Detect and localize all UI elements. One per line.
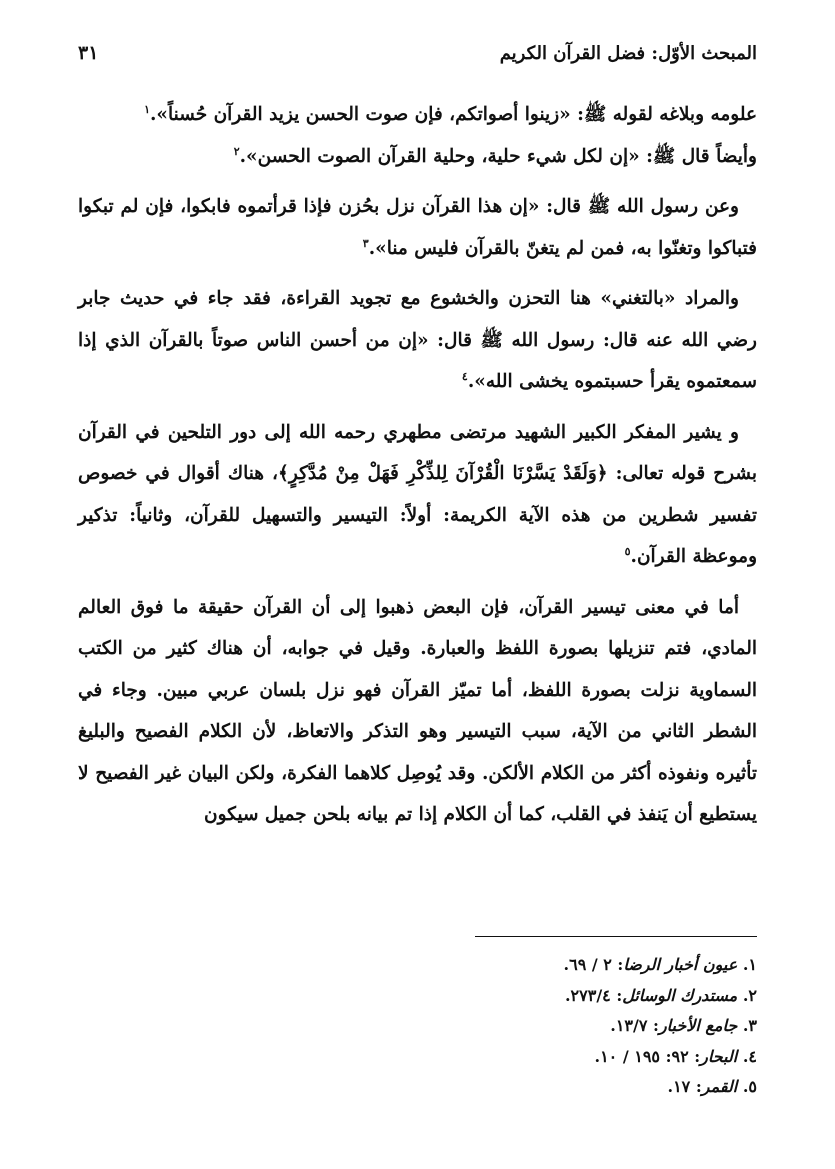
paragraph xyxy=(78,412,757,578)
footnote-number: ٥. xyxy=(742,1077,757,1096)
footnote-number: ٤. xyxy=(742,1046,757,1066)
footnote-source: جامع الأخبار xyxy=(658,1016,738,1035)
footnote-ref: ٤ xyxy=(461,369,468,383)
footnote-item xyxy=(257,1072,757,1103)
footnote-ref: ٣ xyxy=(362,236,369,250)
body-text xyxy=(78,94,757,845)
paragraph-text: وعن رسول الله ﷺ قال: «إن هذا القرآن نزل بحُزن فإذا قرأتموه فابكوا، فإن لم تبكوا فتباكوا وتغنّوا به، فمن لم يتغنّ بالقرآن فليس منا». xyxy=(78,196,757,259)
paragraph xyxy=(78,186,757,269)
paragraph-text: أما في معنى تيسير القرآن، فإن البعض ذهبوا إلى أن القرآن حقيقة ما فوق العالم المادي، فتم تنزيلها بصورة اللفظ والعبارة. وقيل في جوابه، أن هناك كثير من الكتب السماوية نزلت بصورة اللفظ، أما تميّز القرآن فهو نزل بلسان عربي مبين. وجاء في الشطر الثاني من الآية، سبب التيسير وهو التذكر والاتعاظ، لأن الكلام الفصيح والبليغ تأثيره ونفوذه أكثر من الكلام الألكن. وقد يُوصِل كلاهما الفكرة، ولكن البيان غير الفصيح لا يستطيع أن يَنفذ في القلب، كما أن الكلام إذا تم بيانه بلحن جميل سيكون xyxy=(78,596,757,825)
paragraph xyxy=(78,278,757,403)
footnote-source: البحار xyxy=(700,1046,738,1066)
footnote-source: مستدرك الوسائل xyxy=(622,985,738,1005)
footnote-number: ٢. xyxy=(742,985,757,1005)
footnote-item xyxy=(257,1011,757,1042)
paragraph-text: و يشير المفكر الكبير الشهيد مرتضى مطهري رحمه الله إلى دور التلحين في القرآن بشرح قوله تعالى: ﴿وَلَقَدْ يَسَّرْنَا الْقُرْآنَ لِلذِّكْرِ فَهَلْ مِنْ مُدَّكِرٍ﴾، هناك أقوال في خصوص تفسير شطرين من هذه الآية الكريمة: أولاً: التيسير والتسهيل للقرآن، وثانياً: تذكير وموعظة القرآن. xyxy=(78,421,757,567)
footnote-ref: ٥ xyxy=(624,544,631,558)
footnote-item xyxy=(257,981,757,1012)
footnote-ref-text: : ١٧. xyxy=(667,1077,702,1096)
footnote-ref-text: : ٩٢: ١٩٥ / ١٠. xyxy=(594,1046,701,1066)
footnote-ref-text: : ٢٧٣/٤. xyxy=(564,985,623,1005)
footnote-ref-text: : ١٣/٧. xyxy=(610,1016,659,1035)
footnote-source: عيون أخبار الرضا xyxy=(623,955,738,974)
footnote-ref: ١ xyxy=(144,102,150,116)
paragraph-text: والمراد «بالتغني» هنا التحزن والخشوع مع تجويد القراءة، فقد جاء في حديث جابر رضي الله عنه قال: رسول الله ﷺ قال: «إن من أحسن الناس صوتاً بالقرآن الذي إذا سمعتموه يقرأ حسبتموه يخشى الله». xyxy=(78,288,757,392)
paragraph xyxy=(78,94,757,177)
footnotes xyxy=(257,950,757,1103)
page-number: ٣١ xyxy=(78,42,99,64)
paragraph-text: وأيضاً قال ﷺ: «إن لكل شيء حلية، وحلية القرآن الصوت الحسن». xyxy=(239,145,757,167)
paragraph-text: علومه وبلاغه لقوله ﷺ: «زينوا أصواتكم، فإن صوت الحسن يزيد القرآن حُسناً». xyxy=(149,104,757,125)
footnote-ref: ٢ xyxy=(233,144,240,158)
running-title: المبحث الأوّل: فضل القرآن الكريم xyxy=(499,42,757,64)
footnote-item xyxy=(257,950,757,981)
paragraph xyxy=(78,587,757,836)
footnote-item xyxy=(257,1042,757,1073)
footnote-ref-text: : ٢ / ٦٩. xyxy=(563,955,624,974)
page-header xyxy=(78,36,757,70)
footnote-number: ٣. xyxy=(742,1016,757,1035)
footnote-source: القمر xyxy=(701,1077,738,1096)
footnote-number: ١. xyxy=(742,955,757,974)
footnote-divider xyxy=(475,936,757,937)
